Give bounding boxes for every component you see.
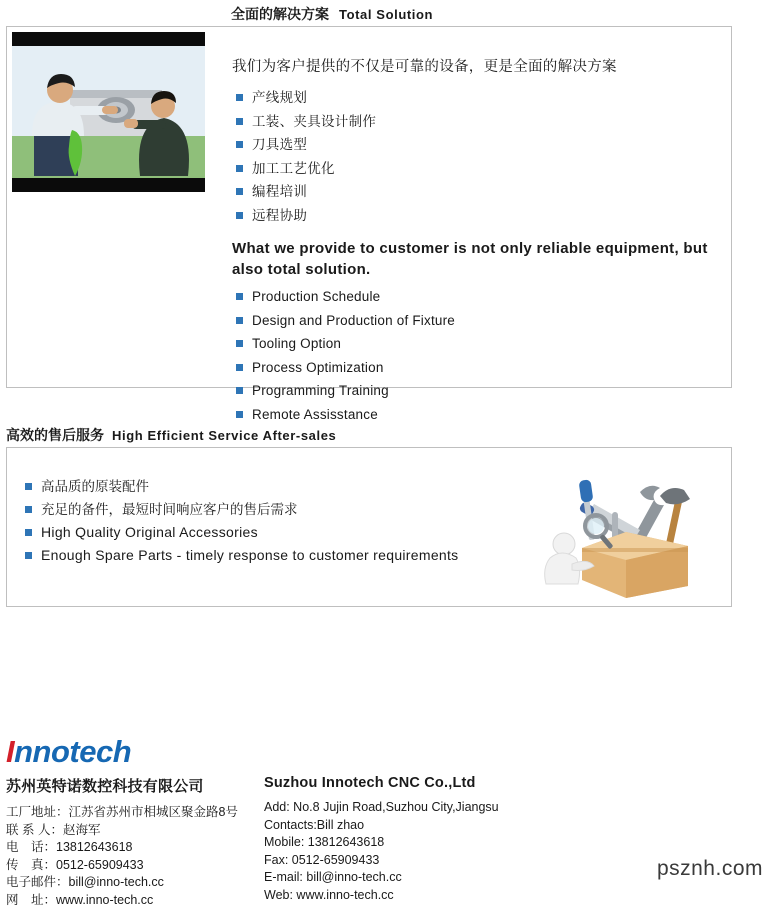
- list-item-label: Programming Training: [252, 383, 389, 398]
- list-item: [232, 205, 727, 227]
- after-sales-heading-cn: 高效的售后服务: [6, 427, 104, 443]
- list-item-label: High Quality Original Accessories: [41, 524, 258, 540]
- list-item-label: 充足的备件，最短时间响应客户的售后需求: [41, 502, 298, 517]
- company-en-column: [264, 775, 734, 909]
- logo-rest: nnotech: [14, 734, 131, 769]
- square-bullet-icon: [236, 188, 243, 195]
- list-item: [21, 522, 516, 543]
- list-item-label: 高品质的原装配件: [41, 479, 149, 494]
- total-solution-heading-en: Total Solution: [339, 7, 433, 22]
- list-item-label: 远程协助: [252, 208, 307, 223]
- list-item-label: 加工工艺优化: [252, 161, 335, 176]
- company-name-cn: 苏州英特诺数控科技有限公司: [6, 775, 256, 796]
- total-solution-heading-cn: 全面的解决方案: [231, 6, 329, 22]
- list-item-label: Production Schedule: [252, 289, 380, 304]
- list-item-label: Process Optimization: [252, 360, 384, 375]
- toolbox-graphic: [520, 452, 727, 602]
- square-bullet-icon: [25, 529, 32, 536]
- footer: [6, 735, 766, 909]
- contact-cn-block: [6, 804, 256, 909]
- total-solution-heading: [231, 4, 731, 26]
- total-solution-section: [6, 4, 734, 389]
- after-sales-list: [21, 476, 516, 568]
- company-name-en: Suzhou Innotech CNC Co.,Ltd: [264, 775, 734, 791]
- list-item: [232, 333, 727, 355]
- list-item: [232, 87, 727, 109]
- square-bullet-icon: [236, 293, 243, 300]
- total-solution-content: [232, 57, 727, 427]
- contact-line: Add: No.8 Jujin Road,Suzhou City,Jiangsu: [264, 799, 734, 817]
- company-cn-column: [6, 775, 256, 909]
- company-logo: [6, 735, 766, 769]
- square-bullet-icon: [236, 212, 243, 219]
- logo-first-letter: I: [6, 734, 14, 769]
- after-sales-panel: [6, 447, 732, 607]
- list-item-label: 编程培训: [252, 184, 307, 199]
- square-bullet-icon: [236, 118, 243, 125]
- total-solution-panel: [6, 26, 732, 388]
- after-sales-section: [6, 425, 734, 610]
- square-bullet-icon: [236, 387, 243, 394]
- list-item-label: Design and Production of Fixture: [252, 313, 455, 328]
- toolbox-image: [520, 452, 727, 602]
- square-bullet-icon: [236, 317, 243, 324]
- square-bullet-icon: [25, 506, 32, 513]
- contact-en-block: [264, 799, 734, 904]
- list-item-label: Enough Spare Parts - timely response to customer requirements: [41, 547, 458, 563]
- watermark: psznh.com: [657, 857, 763, 881]
- contact-line: 传 真：0512-65909433: [6, 857, 256, 875]
- square-bullet-icon: [25, 552, 32, 559]
- square-bullet-icon: [236, 411, 243, 418]
- square-bullet-icon: [236, 340, 243, 347]
- list-item: [21, 545, 516, 566]
- after-sales-heading: [6, 425, 336, 445]
- contact-line: 联 系 人：赵海军: [6, 822, 256, 840]
- list-item-label: 刀具选型: [252, 137, 307, 152]
- list-item: [232, 380, 727, 402]
- contact-line: Fax: 0512-65909433: [264, 852, 734, 870]
- list-item: [21, 476, 516, 497]
- list-item: [21, 499, 516, 520]
- square-bullet-icon: [25, 483, 32, 490]
- list-item: [232, 286, 727, 308]
- list-item-label: 产线规划: [252, 90, 307, 105]
- contact-line: Contacts:Bill zhao: [264, 817, 734, 835]
- contact-line: 电 话：13812643618: [6, 839, 256, 857]
- contact-line: E-mail: bill@inno-tech.cc: [264, 869, 734, 887]
- total-solution-list-cn: [232, 87, 727, 226]
- list-item: [232, 310, 727, 332]
- list-item-label: Remote Assisstance: [252, 407, 378, 422]
- list-item: [232, 181, 727, 203]
- list-item: [232, 134, 727, 156]
- total-solution-list-en: [232, 286, 727, 425]
- list-item: [232, 158, 727, 180]
- square-bullet-icon: [236, 364, 243, 371]
- contact-line: 网 址：www.inno-tech.cc: [6, 892, 256, 909]
- contact-line: Web: www.inno-tech.cc: [264, 887, 734, 905]
- list-item-label: Tooling Option: [252, 336, 341, 351]
- contact-line: 电子邮件：bill@inno-tech.cc: [6, 874, 256, 892]
- list-item: [232, 404, 727, 426]
- square-bullet-icon: [236, 94, 243, 101]
- engineers-photo-graphic: [12, 32, 205, 192]
- square-bullet-icon: [236, 141, 243, 148]
- contact-line: 工厂地址：江苏省苏州市相城区聚金路8号: [6, 804, 256, 822]
- list-item: [232, 111, 727, 133]
- total-solution-lead-en: What we provide to customer is not only reliable equipment, but also total solution.: [232, 238, 727, 280]
- engineers-photo: [12, 32, 205, 192]
- after-sales-heading-en: High Efficient Service After-sales: [112, 428, 336, 443]
- company-names: [6, 775, 766, 909]
- contact-line: Mobile: 13812643618: [264, 834, 734, 852]
- total-solution-lead-cn: 我们为客户提供的不仅是可靠的设备，更是全面的解决方案: [232, 57, 727, 77]
- list-item: [232, 357, 727, 379]
- list-item-label: 工装、夹具设计制作: [252, 114, 376, 129]
- square-bullet-icon: [236, 165, 243, 172]
